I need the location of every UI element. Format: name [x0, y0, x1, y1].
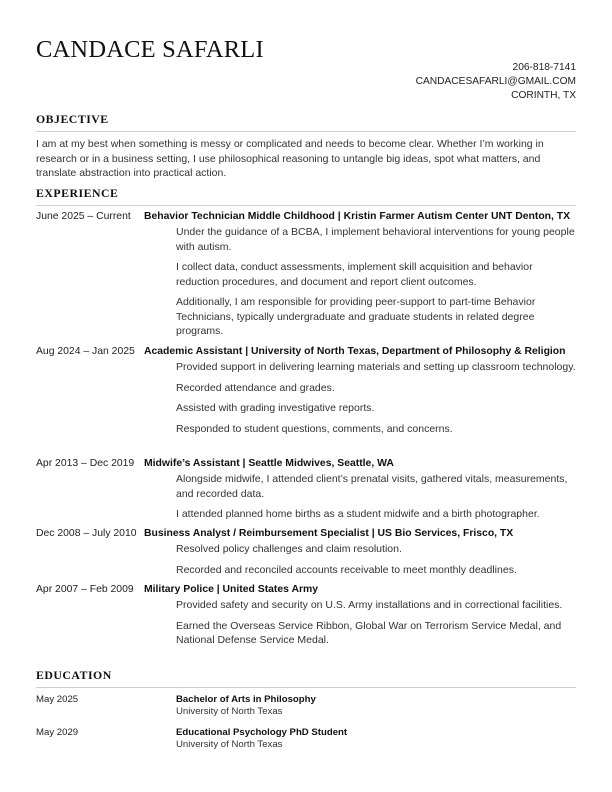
job-dates: Apr 2007 – Feb 2009 — [36, 584, 134, 595]
job-title: Behavior Technician Middle Childhood | Kristin Farmer Autism Center UNT Denton, TX — [144, 211, 571, 222]
job-bullet: I attended planned home births as a student midwife and a birth photographer. — [176, 508, 540, 520]
job-bullets — [176, 598, 576, 654]
job-bullets — [176, 360, 576, 442]
experience-heading: EXPERIENCE — [36, 186, 576, 206]
job-bullet: Additionally, I am responsible for providing peer-support to part-time Behavior Technicians, typically undergraduate and graduate students in related degree programs. — [176, 296, 536, 337]
job-dates: Aug 2024 – Jan 2025 — [36, 346, 135, 357]
objective-text: I am at my best when something is messy or complicated and needs to become clear. Whether I’m working in research or in a business setting, I use philosophical reasoning to untangle big ideas, spot what matters, and translate abstraction into practical action. — [36, 138, 544, 179]
job-bullet: Recorded attendance and grades. — [176, 381, 335, 394]
job-dates: Dec 2008 – July 2010 — [36, 528, 137, 539]
job-bullet: Resolved policy challenges and claim resolution. — [176, 543, 402, 555]
job-bullet: Recorded and reconciled accounts receivable to meet monthly deadlines. — [176, 563, 517, 576]
contact-phone: 206-818-7141 — [512, 62, 576, 73]
education-date: May 2025 — [36, 694, 79, 705]
objective-heading: OBJECTIVE — [36, 112, 576, 132]
job-dates: June 2025 – Current — [36, 211, 131, 222]
job-bullet: Alongside midwife, I attended client’s prenatal visits, gathered vitals, measurements, and recorded data. — [176, 473, 568, 500]
contact-email: CANDACESAFARLI@GMAIL.COM — [415, 76, 576, 87]
job-title: Midwife’s Assistant | Seattle Midwives, Seattle, WA — [144, 458, 394, 469]
education-degree: Bachelor of Arts in Philosophy — [176, 694, 316, 705]
job-bullet: Earned the Overseas Service Ribbon, Global War on Terrorism Service Medal, and National Defense Service Medal. — [176, 619, 562, 646]
job-bullet: Responded to student questions, comments, and concerns. — [176, 422, 453, 435]
job-bullet: Provided safety and security on U.S. Army installations and in correctional facilities. — [176, 599, 563, 611]
education-degree: Educational Psychology PhD Student — [176, 727, 348, 738]
contact-block — [416, 61, 576, 103]
job-title: Business Analyst / Reimbursement Specialist | US Bio Services, Frisco, TX — [144, 528, 514, 539]
job-bullets — [176, 472, 576, 528]
job-title: Academic Assistant | University of North Texas, Department of Philosophy & Religion — [144, 346, 566, 357]
candidate-name: CANDACE SAFARLI — [36, 36, 264, 63]
job-bullet: I collect data, conduct assessments, implement skill acquisition and behavior reduction procedures, and document and report client outcomes. — [176, 261, 533, 288]
job-bullets — [176, 542, 576, 583]
education-date: May 2029 — [36, 727, 79, 738]
education-heading: EDUCATION — [36, 668, 576, 688]
contact-location: CORINTH, TX — [511, 90, 576, 101]
job-dates: Apr 2013 – Dec 2019 — [36, 458, 135, 469]
education-school: University of North Texas — [176, 706, 283, 717]
job-bullet: Under the guidance of a BCBA, I implement behavioral interventions for young people with autism. — [176, 226, 575, 253]
job-bullet: Assisted with grading investigative reports. — [176, 402, 375, 414]
job-bullets — [176, 225, 576, 345]
education-school: University of North Texas — [176, 739, 283, 750]
job-bullet: Provided support in delivering learning materials and setting up classroom technology. — [176, 361, 576, 373]
job-title: Military Police | United States Army — [144, 584, 319, 595]
